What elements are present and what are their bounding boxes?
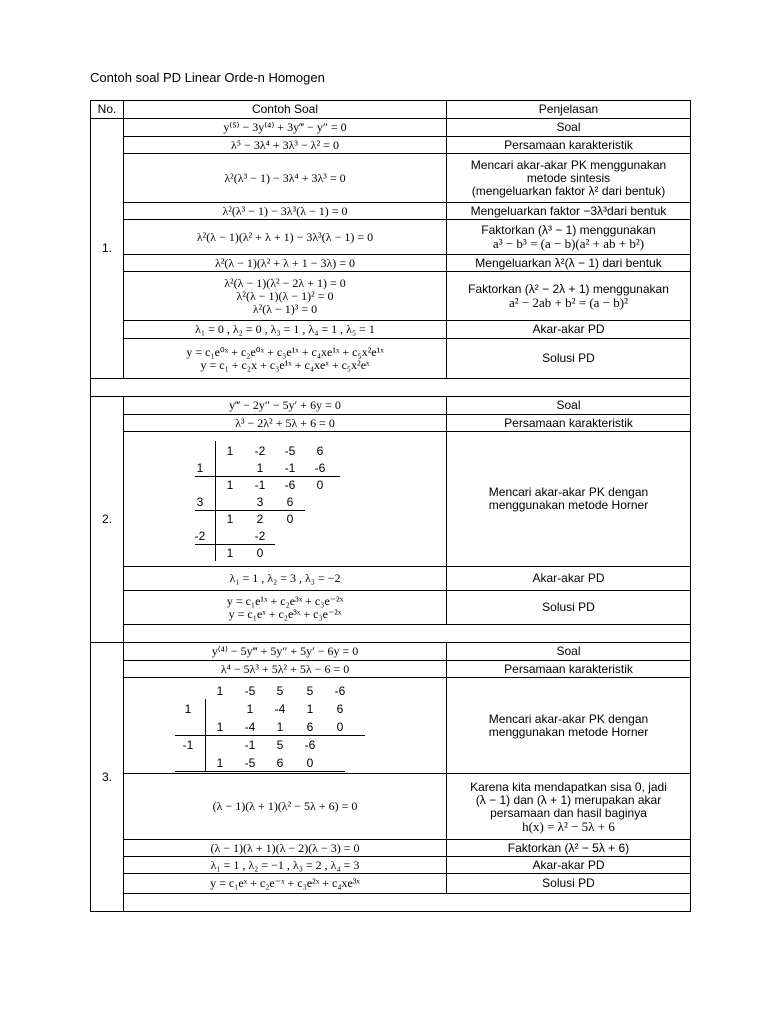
ex3-row-solusi (91, 874, 691, 894)
ex1-step5-exp-line2: a² − 2ab + b² = (a − b)² (509, 295, 628, 310)
ex3-solusi-exp: Solusi PD (447, 874, 691, 894)
ex1-row-step5 (91, 272, 691, 321)
header-contoh-soal: Contoh Soal (124, 101, 447, 119)
ex2-row-soal (91, 397, 691, 415)
ex3-akar: λ₁ = 1 , λ₂ = −1 , λ₃ = 2 , λ₄ = 3 (124, 857, 447, 874)
horner-rule (195, 476, 340, 477)
ex3-soal-exp: Soal (447, 643, 691, 661)
horner-cell: 2 (256, 511, 264, 526)
ex1-pk-exp: Persamaan karakteristik (447, 137, 691, 154)
horner-cell: 1 (226, 511, 234, 526)
ex3-row-horner (91, 678, 691, 774)
ex3-akar-exp: Akar-akar PD (447, 857, 691, 874)
ex1-row-step1 (91, 154, 691, 203)
ex3-row-faktor2 (91, 840, 691, 857)
ex1-step5-exp (447, 272, 691, 321)
spacer-row-3 (91, 894, 691, 912)
ex1-step2-exp: Mengeluarkan faktor −3λ³dari bentuk (447, 203, 691, 220)
horner-cell: -6 (284, 477, 296, 492)
horner-cell: 6 (286, 494, 294, 509)
ex1-step5-line1: λ²(λ − 1)(λ² − 2λ + 1) = 0 (224, 275, 346, 290)
ex1-solusi (124, 339, 447, 379)
horner-cell: 0 (306, 755, 314, 770)
horner-cell: 1 (256, 460, 264, 475)
horner-cell: 6 (316, 443, 324, 458)
horner-cell: -2 (254, 528, 266, 543)
horner-cell: 1 (216, 683, 224, 698)
horner-cell: 1 (276, 719, 284, 734)
ex3-faktor1-exp-line1: Karena kita mendapatkan sisa 0, jadi (470, 779, 667, 794)
ex1-number: 1. (91, 119, 124, 379)
horner-cell: -6 (334, 683, 346, 698)
horner-divisor: 1 (196, 460, 204, 475)
horner-divisor: 1 (184, 701, 192, 716)
ex2-soal-exp: Soal (447, 397, 691, 415)
ex1-step1-exp (447, 154, 691, 203)
ex3-pk: λ⁴ − 5λ³ + 5λ² + 5λ − 6 = 0 (124, 661, 447, 678)
ex2-horner-exp-line2: menggunakan metode Horner (488, 498, 649, 512)
horner-divider (205, 699, 206, 771)
horner-rule (195, 510, 305, 511)
ex2-row-horner (91, 432, 691, 567)
ex2-soal: y‴ − 2y″ − 5y′ + 6y = 0 (124, 397, 447, 415)
ex1-step1-exp-line3: (mengeluarkan faktor λ² dari bentuk) (471, 183, 666, 198)
horner-cell: -4 (244, 719, 256, 734)
ex1-akar: λ₁ = 0 , λ₂ = 0 , λ₃ = 1 , λ₄ = 1 , λ₅ = 1 (124, 321, 447, 339)
ex1-step2: λ²(λ³ − 1) − 3λ³(λ − 1) = 0 (124, 203, 447, 220)
ex2-akar: λ₁ = 1 , λ₂ = 3 , λ₃ = −2 (124, 567, 447, 591)
ex1-step5-line3: λ²(λ − 1)³ = 0 (252, 301, 318, 316)
ex1-solusi-exp: Solusi PD (447, 339, 691, 379)
ex1-step1-exp-line1: Mencari akar-akar PK menggunakan (470, 157, 667, 172)
horner-cell: 0 (316, 477, 324, 492)
examples-table (90, 100, 691, 912)
ex1-step1-exp-line2: metode sintesis (526, 170, 611, 185)
ex2-solusi (124, 591, 447, 625)
ex3-row-akar (91, 857, 691, 874)
ex2-horner-exp-line1: Mencari akar-akar PK dengan (488, 485, 649, 499)
spacer-row-2 (91, 625, 691, 643)
ex2-row-solusi (91, 591, 691, 625)
ex1-step5 (124, 272, 447, 321)
ex3-horner-exp (447, 678, 691, 774)
ex3-pk-exp: Persamaan karakteristik (447, 661, 691, 678)
horner-cell: -1 (254, 477, 266, 492)
ex1-row-pk (91, 137, 691, 154)
horner-cell: 5 (276, 683, 284, 698)
horner-rule (195, 544, 275, 545)
ex1-solusi-line1: y = c₁e⁰ˣ + c₂e⁰ˣ + c₃e¹ˣ + c₄xe¹ˣ + c₅x²e¹ˣ (186, 344, 384, 359)
horner-divisor: 3 (196, 494, 204, 509)
horner-divisor: -2 (194, 528, 206, 543)
ex2-pk: λ³ − 2λ² + 5λ + 6 = 0 (124, 415, 447, 432)
horner-cell: 1 (246, 701, 254, 716)
ex3-faktor1-exp-line3: persamaan dan hasil baginya (490, 805, 647, 820)
horner-cell: -1 (244, 737, 256, 752)
horner-cell: 3 (256, 494, 264, 509)
ex2-row-akar (91, 567, 691, 591)
horner-rule (175, 735, 365, 736)
ex1-soal: y⁽⁵⁾ − 3y⁽⁴⁾ + 3y‴ − y″ = 0 (124, 119, 447, 137)
ex1-solusi-line2: y = c₁ + c₂x + c₃e¹ˣ + c₄xeˣ + c₅x²eˣ (200, 357, 370, 372)
horner-cell: 0 (336, 719, 344, 734)
ex3-horner-table (182, 681, 385, 771)
horner-cell: 5 (306, 683, 314, 698)
horner-cell: 1 (226, 477, 234, 492)
horner-cell: -5 (284, 443, 296, 458)
ex3-horner-exp-line1: Mencari akar-akar PK dengan (488, 711, 649, 726)
horner-cell: 1 (216, 719, 224, 734)
horner-cell: 1 (306, 701, 314, 716)
horner-cell: -6 (304, 737, 316, 752)
ex3-row-faktor1 (91, 774, 691, 840)
ex2-horner-exp (447, 432, 691, 567)
ex3-faktor2: (λ − 1)(λ + 1)(λ − 2)(λ − 3) = 0 (124, 840, 447, 857)
spacer-row-1 (91, 379, 691, 397)
horner-divisor: -1 (182, 737, 194, 752)
ex3-horner-cell (124, 678, 447, 774)
horner-rule (175, 771, 345, 772)
ex3-soal: y⁽⁴⁾ − 5y‴ + 5y″ + 5y′ − 6y = 0 (124, 643, 447, 661)
ex3-solusi: y = c₁eˣ + c₂e⁻ˣ + c₃e²ˣ + c₄xe³ˣ (124, 874, 447, 894)
ex1-row-step2 (91, 203, 691, 220)
ex1-step5-line2: λ²(λ − 1)(λ − 1)² = 0 (236, 288, 334, 303)
horner-cell: 6 (336, 701, 344, 716)
ex1-row-soal (91, 119, 691, 137)
ex3-number: 3. (91, 643, 124, 912)
ex2-solusi-exp: Solusi PD (447, 591, 691, 625)
ex1-step3-exp-line2: a³ − b³ = (a − b)(a² + ab + b²) (492, 236, 645, 251)
horner-cell: -5 (244, 755, 256, 770)
ex1-row-solusi (91, 339, 691, 379)
ex1-akar-exp: Akar-akar PD (447, 321, 691, 339)
ex3-faktor2-exp: Faktorkan (λ² − 5λ + 6) (447, 840, 691, 857)
ex2-solusi-line2: y = c₁eˣ + c₂e³ˣ + c₃e⁻²ˣ (228, 606, 342, 621)
ex2-solusi-line1: y = c₁e¹ˣ + c₂e³ˣ + c₃e⁻²ˣ (226, 593, 344, 608)
ex1-step1: λ²(λ³ − 1) − 3λ⁴ + 3λ³ = 0 (124, 154, 447, 203)
horner-cell: 6 (306, 719, 314, 734)
ex3-faktor1-exp (447, 774, 691, 840)
horner-cell: -6 (314, 460, 326, 475)
horner-divider (215, 441, 216, 561)
ex1-step3-exp-line1: Faktorkan (λ³ − 1) menggunakan (481, 223, 656, 237)
horner-cell: 0 (286, 511, 294, 526)
ex3-faktor1-exp-line2: (λ − 1) dan (λ + 1) merupakan akar (475, 792, 662, 807)
header-row (91, 101, 691, 119)
horner-cell: 5 (276, 737, 284, 752)
horner-cell: -5 (244, 683, 256, 698)
horner-cell: 6 (276, 755, 284, 770)
horner-cell: 1 (226, 443, 234, 458)
ex1-pk: λ⁵ − 3λ⁴ + 3λ³ − λ² = 0 (124, 137, 447, 154)
ex2-number: 2. (91, 397, 124, 643)
ex1-step5-exp-line1: Faktorkan (λ² − 2λ + 1) menggunakan (468, 282, 669, 296)
ex2-horner-table (195, 437, 375, 562)
horner-cell: 1 (216, 755, 224, 770)
horner-cell: -1 (284, 460, 296, 475)
ex1-soal-exp: Soal (447, 119, 691, 137)
header-no: No. (91, 101, 124, 119)
horner-cell: -2 (254, 443, 266, 458)
document-title: Contoh soal PD Linear Orde-n Homogen (90, 70, 325, 85)
ex1-step3: λ²(λ − 1)(λ² + λ + 1) − 3λ³(λ − 1) = 0 (124, 220, 447, 255)
ex3-horner-exp-line2: menggunakan metode Horner (488, 724, 649, 739)
ex1-row-step3 (91, 220, 691, 255)
ex3-faktor1-exp-line4: h(x) = λ² − 5λ + 6 (522, 818, 615, 834)
horner-cell: -4 (274, 701, 286, 716)
ex2-row-pk (91, 415, 691, 432)
ex3-faktor1: (λ − 1)(λ + 1)(λ² − 5λ + 6) = 0 (124, 774, 447, 840)
ex1-step4: λ²(λ − 1)(λ² + λ + 1 − 3λ) = 0 (124, 255, 447, 272)
ex2-pk-exp: Persamaan karakteristik (447, 415, 691, 432)
ex3-row-soal (91, 643, 691, 661)
ex3-row-pk (91, 661, 691, 678)
ex2-horner-cell (124, 432, 447, 567)
horner-cell: 1 (226, 545, 234, 560)
ex2-akar-exp: Akar-akar PD (447, 567, 691, 591)
ex1-row-step4 (91, 255, 691, 272)
horner-cell: 0 (256, 545, 264, 560)
ex1-row-akar (91, 321, 691, 339)
ex1-step4-exp: Mengeluarkan λ²(λ − 1) dari bentuk (447, 255, 691, 272)
header-penjelasan: Penjelasan (447, 101, 691, 119)
ex1-step3-exp (447, 220, 691, 255)
